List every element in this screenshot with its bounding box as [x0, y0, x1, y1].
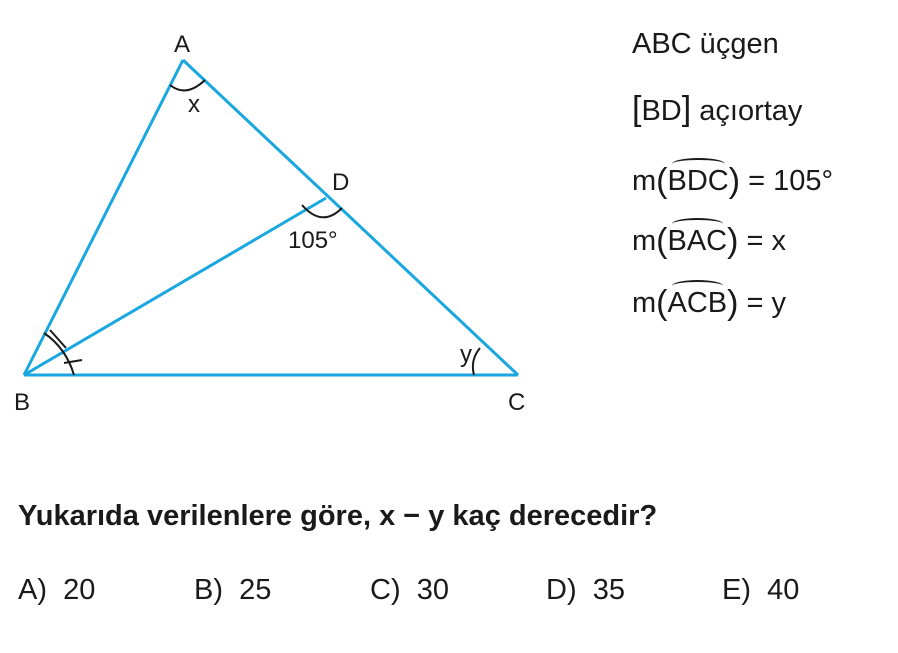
- angle-name-bdc: BDC: [667, 165, 729, 197]
- option-letter: B): [194, 574, 223, 606]
- side-ac: [183, 60, 518, 375]
- option-value: 20: [63, 574, 96, 606]
- option-e[interactable]: [722, 574, 799, 607]
- answer-options: [18, 574, 878, 610]
- angle-label-y: y: [460, 341, 472, 368]
- triangle-figure: [0, 0, 600, 440]
- option-letter: C): [370, 574, 401, 606]
- info-line-bisector: [632, 92, 802, 126]
- paren-close: ): [727, 222, 739, 260]
- question-text: Yukarıda verilenlere göre, x − y kaç derecedir?: [18, 500, 658, 532]
- tick-mark-2: [64, 360, 82, 363]
- angle-name-acb: ACB: [667, 287, 728, 319]
- angle-value-acb: = y: [746, 287, 787, 319]
- vertex-label-b: B: [14, 389, 31, 416]
- paren-open: (: [656, 284, 668, 322]
- info-line-angle-acb: [632, 284, 787, 322]
- angle-label-x: x: [188, 91, 200, 118]
- paren-open: (: [656, 162, 668, 200]
- option-letter: D): [546, 574, 577, 606]
- paren-open: (: [656, 222, 668, 260]
- vertex-label-d: D: [332, 169, 350, 196]
- angle-label-105: 105°: [288, 227, 338, 254]
- angle-value-bac: = x: [746, 225, 787, 257]
- angle-x-arc: [170, 80, 205, 90]
- option-d[interactable]: [546, 574, 625, 607]
- option-value: 30: [416, 574, 449, 606]
- option-letter: A): [18, 574, 47, 606]
- bracket-left: [: [632, 90, 642, 128]
- option-value: 40: [767, 574, 800, 606]
- option-value: 25: [239, 574, 272, 606]
- measure-prefix: m: [632, 225, 657, 257]
- paren-close: ): [727, 284, 739, 322]
- bisector-word: açıortay: [699, 95, 803, 127]
- angle-value-bdc: = 105°: [748, 165, 834, 197]
- option-c[interactable]: [370, 574, 449, 607]
- measure-prefix: m: [632, 287, 657, 319]
- info-line-angle-bac: [632, 222, 787, 260]
- vertex-label-a: A: [174, 31, 191, 58]
- bracket-right: ]: [681, 90, 692, 128]
- option-a[interactable]: [18, 574, 95, 607]
- info-line-angle-bdc: [632, 162, 834, 200]
- measure-prefix: m: [632, 165, 657, 197]
- option-letter: E): [722, 574, 751, 606]
- option-b[interactable]: [194, 574, 271, 607]
- angle-y-arc: [473, 348, 480, 375]
- info-text-triangle: ABC üçgen: [632, 28, 779, 60]
- angle-name-bac: BAC: [667, 225, 728, 257]
- option-value: 35: [592, 574, 625, 606]
- bisector-segment: BD: [641, 95, 682, 127]
- paren-close: ): [728, 162, 741, 200]
- vertex-label-c: C: [508, 389, 526, 416]
- info-line-triangle: [632, 30, 779, 59]
